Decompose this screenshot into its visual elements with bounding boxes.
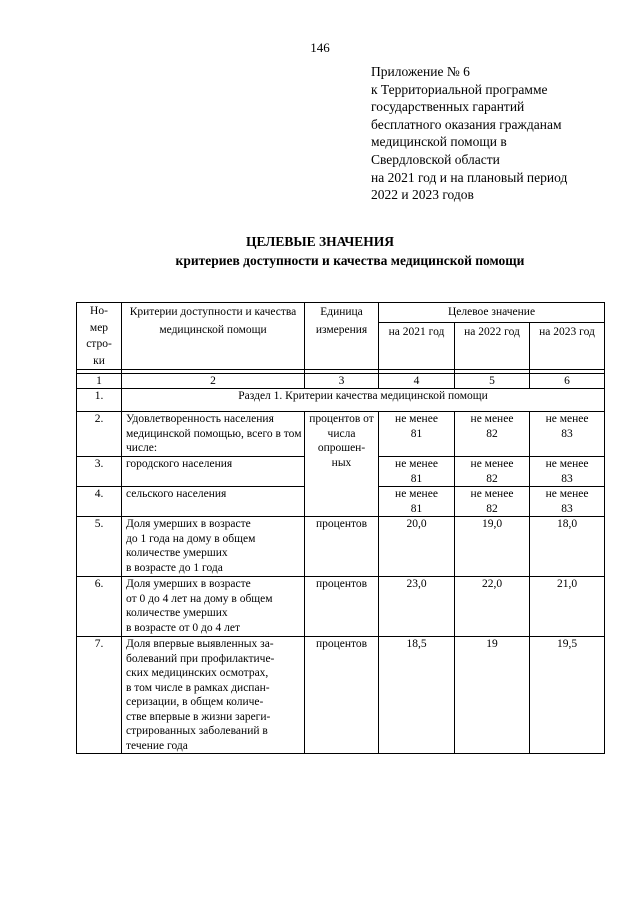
- section-1-row: 1. Раздел 1. Критерии качества медицинской помощи: [77, 389, 605, 412]
- table-row: [77, 637, 605, 754]
- row-number: 7.: [77, 637, 122, 754]
- header-row-number: Но- мер стро- ки: [77, 303, 122, 370]
- row-number: 4.: [77, 487, 122, 517]
- row-criterion: сельского населения: [122, 487, 305, 517]
- appendix-line: 2022 и 2023 годов: [371, 187, 474, 203]
- column-index: 4: [379, 374, 455, 389]
- table-row: [77, 577, 605, 637]
- row-number: 6.: [77, 577, 122, 637]
- table-header-row: [77, 303, 605, 323]
- row-value-2021: 18,5: [379, 637, 455, 754]
- row-value-2021: не менее 81: [379, 457, 455, 487]
- appendix-line: к Территориальной программе: [371, 81, 548, 97]
- row-value-2022: 19,0: [455, 517, 530, 577]
- row-value-2023: 19,5: [530, 637, 605, 754]
- row-number: 3.: [77, 457, 122, 487]
- row-unit-shared: процентов от числа опрошен- ных: [305, 412, 379, 517]
- appendix-line: Приложение № 6: [371, 64, 470, 79]
- row-unit: процентов: [305, 577, 379, 637]
- header-year-2022: на 2022 год: [455, 323, 530, 370]
- row-value-2022: 22,0: [455, 577, 530, 637]
- table-row: [77, 412, 605, 457]
- row-value-2023: не менее 83: [530, 412, 605, 457]
- column-index-row: [77, 374, 605, 389]
- column-index: 2: [122, 374, 305, 389]
- header-unit: Единица измерения: [305, 303, 379, 370]
- appendix-line: бесплатного оказания гражданам: [371, 116, 562, 132]
- row-value-2023: не менее 83: [530, 457, 605, 487]
- row-value-2023: 18,0: [530, 517, 605, 577]
- row-number: 2.: [77, 412, 122, 457]
- row-criterion: Доля умерших в возрасте от 0 до 4 лет на дому в общем количестве умерших в возрасте от 0 до 4 лет: [122, 577, 305, 637]
- row-value-2022: не менее 82: [455, 487, 530, 517]
- section-1-title: Раздел 1. Критерии качества медицинской помощи: [122, 389, 605, 412]
- page-number: 146: [310, 40, 330, 55]
- header-criteria: Критерии доступности и качества медицинской помощи: [122, 303, 305, 370]
- criteria-table: [76, 302, 605, 754]
- appendix-note: [371, 63, 567, 204]
- row-number: 5.: [77, 517, 122, 577]
- column-index: 5: [455, 374, 530, 389]
- row-value-2021: 20,0: [379, 517, 455, 577]
- row-value-2023: 21,0: [530, 577, 605, 637]
- row-value-2023: не менее 83: [530, 487, 605, 517]
- document-title: ЦЕЛЕВЫЕ ЗНАЧЕНИЯ: [245, 234, 395, 249]
- appendix-line: государственных гарантий: [371, 99, 525, 115]
- appendix-line: на 2021 год и на плановый период: [371, 169, 568, 185]
- column-index: 3: [305, 374, 379, 389]
- row-criterion: Доля умерших в возрасте до 1 года на дому в общем количестве умерших в возрасте до 1 года: [122, 517, 305, 577]
- row-value-2022: не менее 82: [455, 412, 530, 457]
- appendix-line: Свердловской области: [371, 151, 500, 167]
- row-value-2022: 19: [455, 637, 530, 754]
- row-value-2022: не менее 82: [455, 457, 530, 487]
- row-value-2021: не менее 81: [379, 412, 455, 457]
- row-value-2021: 23,0: [379, 577, 455, 637]
- column-index: 1: [77, 374, 122, 389]
- table-row: [77, 517, 605, 577]
- column-index: 6: [530, 374, 605, 389]
- header-target-value: Целевое значение: [379, 303, 605, 323]
- row-criterion: городского населения: [122, 457, 305, 487]
- row-value-2021: не менее 81: [379, 487, 455, 517]
- appendix-line: медицинской помощи в: [371, 134, 507, 150]
- document-subtitle: критериев доступности и качества медицинской помощи: [175, 253, 525, 268]
- header-year-2023: на 2023 год: [530, 323, 605, 370]
- row-criterion: Доля впервые выявленных за- болеваний при профилактиче- ских медицинских осмотрах, в том числе в рамках диспан- серизации, в общем количе- стве впервые в жизни зареги- стрированных заболеваний в течение года: [122, 637, 305, 754]
- row-unit: процентов: [305, 637, 379, 754]
- row-unit: процентов: [305, 517, 379, 577]
- row-criterion: Удовлетворенность населения медицинской помощью, всего в том числе:: [122, 412, 305, 457]
- header-year-2021: на 2021 год: [379, 323, 455, 370]
